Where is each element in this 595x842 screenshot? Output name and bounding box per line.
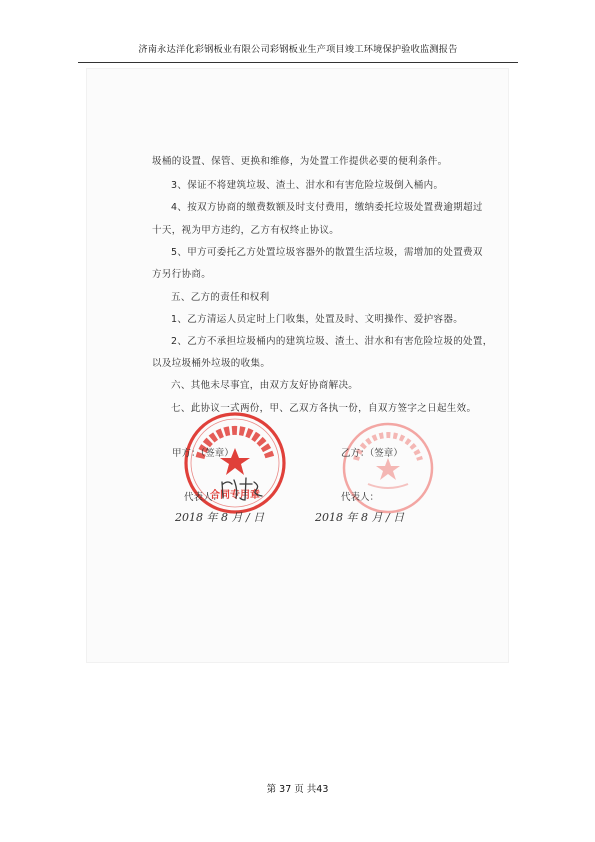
party-b-sign-label: 乙方：（签章） xyxy=(341,448,403,459)
party-a-date: 2018 年 8 月 / 日 xyxy=(175,511,265,524)
body-line-4: 十天，视为甲方违约，乙方有权终止协议。 xyxy=(152,225,340,236)
body-line-8: 1、乙方清运人员定时上门收集，处置及时、文明操作、爱护容器。 xyxy=(171,314,464,325)
body-line-9: 2、乙方不承担垃圾桶内的建筑垃圾、渣土、泔水和有害危险垃圾的处置， xyxy=(171,336,493,347)
party-b-date: 2018 年 8 月 / 日 xyxy=(315,511,405,524)
party-b-faint-stamp-icon xyxy=(338,418,438,518)
body-line-11: 六、其他未尽事宜，由双方友好协商解决。 xyxy=(171,380,359,391)
body-line-12: 七、此协议一式两份，甲、乙双方各执一份，自双方签字之日起生效。 xyxy=(171,403,477,414)
handwritten-signature-icon xyxy=(218,476,268,502)
page-number-footer: 第 37 页 共43 xyxy=(266,784,329,795)
body-line-3: 4、按双方协商的缴费数额及时支付费用，缴纳委托垃圾处置费逾期超过 xyxy=(171,202,483,213)
report-header-title: 济南永达洋化彩钢板业有限公司彩钢板业生产项目竣工环境保护验收监测报告 xyxy=(138,44,458,55)
party-a-sign-label: 甲方：（签章） xyxy=(172,448,234,459)
body-line-5: 5、甲方可委托乙方处置垃圾容器外的散置生活垃圾，需增加的处置费双 xyxy=(171,247,483,258)
party-b-representative-label: 代表人： xyxy=(341,492,380,503)
body-line-2: 3、保证不将建筑垃圾、渣土、泔水和有害危险垃圾倒入桶内。 xyxy=(171,180,444,191)
section-heading-party-b: 五、乙方的责任和权利 xyxy=(171,292,270,303)
body-line-1: 圾桶的设置、保管、更换和维修，为处置工作提供必要的便利条件。 xyxy=(152,156,448,167)
header-divider xyxy=(78,62,518,63)
body-line-10: 以及垃圾桶外垃圾的收集。 xyxy=(152,358,271,369)
body-line-6: 方另行协商。 xyxy=(152,269,212,280)
party-a-representative-label: 代表人： xyxy=(184,492,223,503)
stamp-a-label: 合同专用章 xyxy=(210,490,260,501)
